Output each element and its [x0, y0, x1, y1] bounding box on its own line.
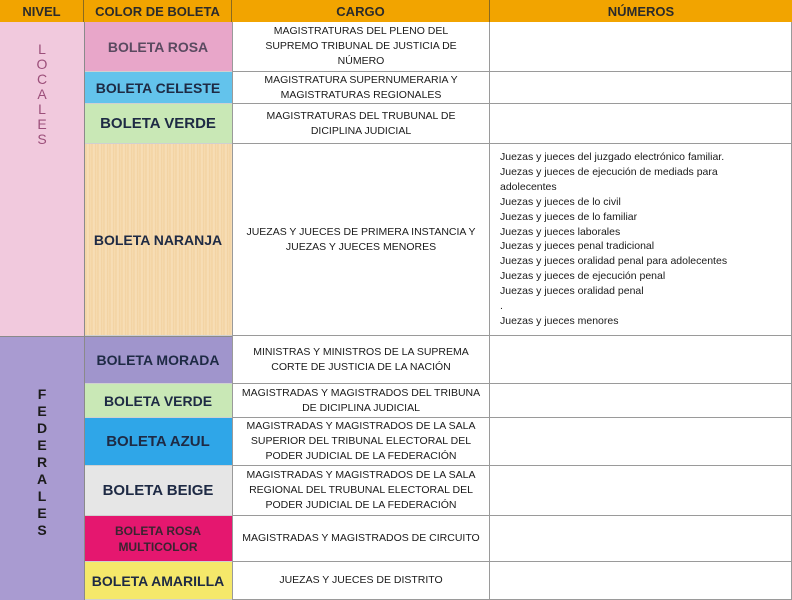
- level-letter: S: [37, 522, 47, 538]
- level-federales: [0, 336, 84, 600]
- numeros-list-item: Juezas y jueces oralidad penal para adolecentes: [500, 255, 728, 268]
- level-letter: S: [37, 131, 47, 147]
- numeros-cell: [490, 336, 792, 384]
- numeros-cell: [490, 384, 792, 418]
- ballot-verde-local: BOLETA VERDE: [84, 104, 232, 144]
- cargo-cell: JUEZAS Y JUECES DE PRIMERA INSTANCIA Y JUEZAS Y JUECES MENORES: [232, 144, 490, 336]
- level-letter: E: [37, 116, 47, 132]
- numeros-list-item: Juezas y jueces oralidad penal: [500, 285, 644, 298]
- numeros-list-item: Juezas y jueces menores: [500, 314, 619, 327]
- level-letter: O: [36, 56, 48, 72]
- numeros-list-item: Juezas y jueces de ejecución penal: [500, 270, 666, 283]
- level-letter: F: [37, 386, 47, 402]
- level-letter: A: [36, 471, 48, 487]
- numeros-cell: [490, 516, 792, 562]
- cargo-cell: JUEZAS Y JUECES DE DISTRITO: [232, 562, 490, 600]
- level-letter: L: [37, 488, 47, 504]
- level-letter: R: [36, 454, 48, 470]
- level-letter: E: [37, 505, 47, 521]
- numeros-cell: [490, 104, 792, 144]
- cargo-cell: MAGISTRATURAS DEL TRUBUNAL DE DICIPLINA JUDICIAL: [232, 104, 490, 144]
- ballot-rosa: BOLETA ROSA: [84, 22, 232, 72]
- header-nivel: NIVEL: [0, 0, 84, 22]
- numeros-cell: [490, 466, 792, 516]
- ballot-beige: BOLETA BEIGE: [84, 466, 232, 516]
- numeros-cell: [490, 562, 792, 600]
- numeros-list-item: Juezas y jueces de lo familiar: [500, 210, 638, 223]
- level-letter: A: [37, 86, 47, 102]
- cargo-cell: MAGISTRADAS Y MAGISTRADOS DE LA SALA SUPERIOR DEL TRIBUNAL ELECTORAL DEL PODER JUDICIAL DE LA FEDERACIÓN: [232, 418, 490, 466]
- numeros-cell: [490, 22, 792, 72]
- level-letter: E: [37, 437, 47, 453]
- cargo-cell: MAGISTRADAS Y MAGISTRADOS DE CIRCUITO: [232, 516, 490, 562]
- ballot-azul: BOLETA AZUL: [84, 418, 232, 466]
- header-cargo: CARGO: [232, 0, 490, 22]
- numeros-list-item: Juezas y jueces de ejecución de mediads para: [500, 165, 718, 178]
- ballot-morada: BOLETA MORADA: [84, 336, 232, 384]
- ballot-rosa-multicolor: BOLETA ROSA MULTICOLOR: [84, 516, 232, 562]
- numeros-list-item: .: [500, 300, 503, 313]
- ballot-celeste: BOLETA CELESTE: [84, 72, 232, 104]
- level-letter: D: [36, 420, 48, 436]
- level-letter: C: [36, 71, 48, 87]
- level-letter: L: [38, 101, 46, 117]
- cargo-cell: MAGISTRADAS Y MAGISTRADOS DEL TRIBUNA DE DICIPLINA JUDICIAL: [232, 384, 490, 418]
- ballot-verde-federal: BOLETA VERDE: [84, 384, 232, 418]
- numeros-list-item: adolecentes: [500, 180, 557, 193]
- cargo-cell: MAGISTRADAS Y MAGISTRADOS DE LA SALA REGIONAL DEL TRUBUNAL ELECTORAL DEL PODER JUDICIAL DE LA FEDERACIÓN: [232, 466, 490, 516]
- numeros-list-item: Juezas y jueces de lo civil: [500, 195, 621, 208]
- grid-divider: [0, 336, 232, 337]
- level-locales: [0, 22, 84, 336]
- grid-divider: [84, 22, 85, 600]
- numeros-list-naranja: [500, 150, 788, 329]
- level-letter: E: [37, 403, 47, 419]
- header-color-boleta: COLOR DE BOLETA: [84, 0, 232, 22]
- numeros-list-item: Juezas y jueces laborales: [500, 225, 621, 238]
- numeros-cell: [490, 72, 792, 104]
- numeros-cell: [490, 418, 792, 466]
- level-letter: L: [38, 41, 46, 57]
- cargo-cell: MINISTRAS Y MINISTROS DE LA SUPREMA CORTE DE JUSTICIA DE LA NACIÓN: [232, 336, 490, 384]
- cargo-cell: MAGISTRATURAS DEL PLENO DEL SUPREMO TRIBUNAL DE JUSTICIA DE NÚMERO: [232, 22, 490, 72]
- ballot-amarilla: BOLETA AMARILLA: [84, 562, 232, 600]
- ballot-naranja: BOLETA NARANJA: [84, 144, 232, 336]
- cargo-cell: MAGISTRATURA SUPERNUMERARIA Y MAGISTRATURAS REGIONALES: [232, 72, 490, 104]
- header-numeros: NÚMEROS: [490, 0, 792, 22]
- numeros-list-item: Juezas y jueces penal tradicional: [500, 240, 655, 253]
- numeros-list-item: Juezas y jueces del juzgado electrónico familiar.: [500, 151, 725, 163]
